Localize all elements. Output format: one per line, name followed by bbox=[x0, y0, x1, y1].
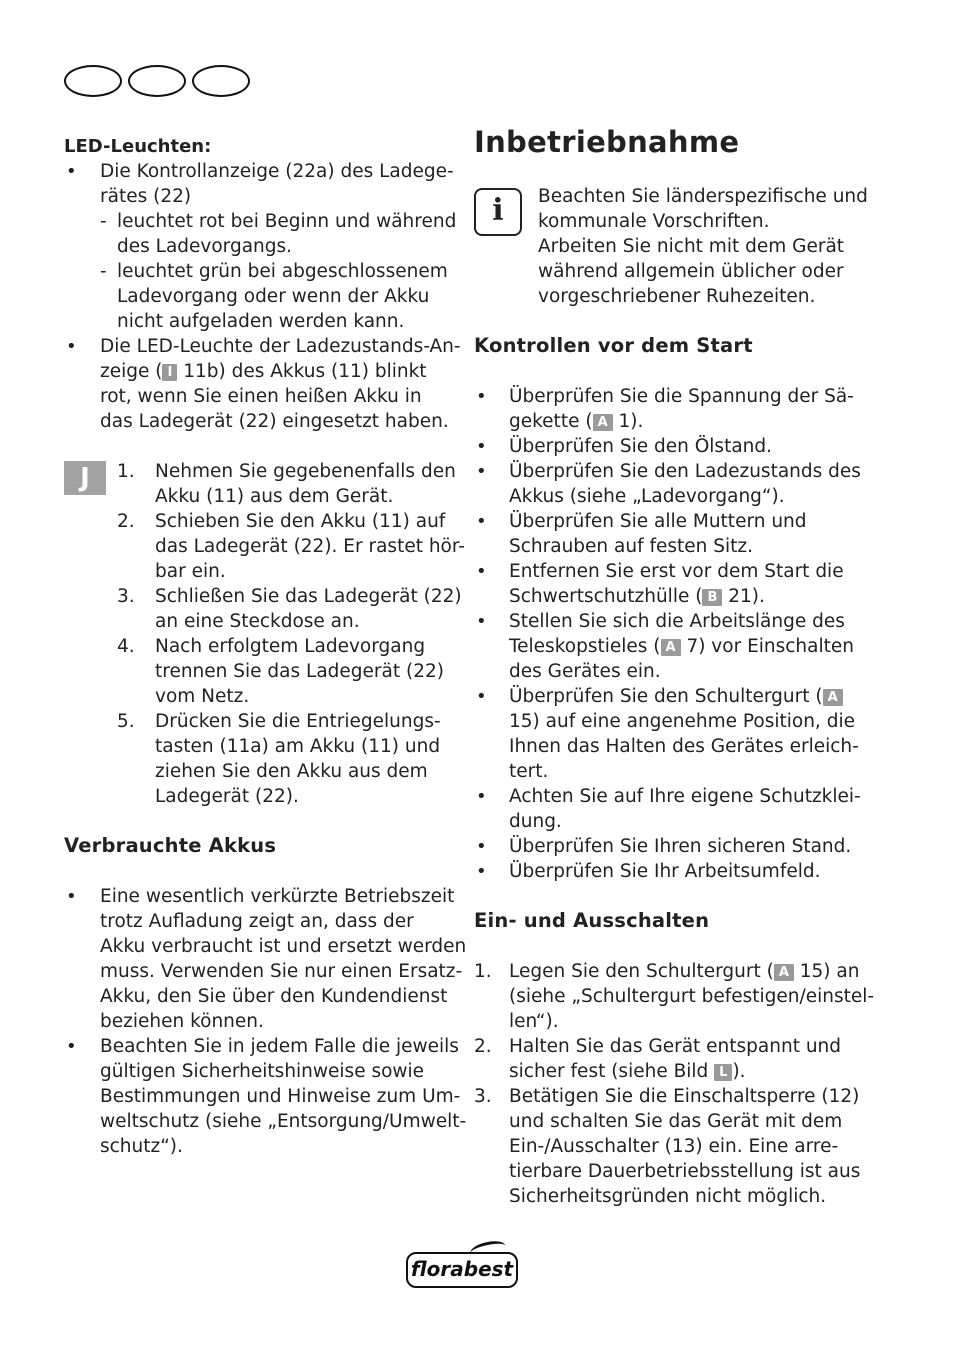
text-line: Akku (11) aus dem Gerät. bbox=[155, 486, 394, 507]
text-line: Schrauben auf festen Sitz. bbox=[509, 536, 753, 557]
bullet: • bbox=[476, 561, 487, 582]
text-line bbox=[509, 634, 854, 659]
text-line: Schließen Sie das Ladegerät (22) bbox=[155, 586, 462, 607]
bullet: • bbox=[66, 161, 77, 182]
led-heading: LED-Leuchten: bbox=[64, 136, 212, 157]
text-line: Ihnen das Halten des Gerätes erleich- bbox=[509, 736, 859, 757]
text-line bbox=[509, 1059, 746, 1084]
used-batteries-heading: Verbrauchte Akkus bbox=[64, 834, 277, 857]
text-line: leuchtet rot bei Beginn und während bbox=[117, 211, 457, 232]
text-line: Beachten Sie in jedem Falle die jeweils bbox=[100, 1036, 459, 1057]
text-line: Überprüfen Sie Ihren sicheren Stand. bbox=[509, 836, 852, 857]
text-line: Überprüfen Sie den Ladezustands des bbox=[509, 461, 861, 482]
text-line: rot, wenn Sie einen heißen Akku in bbox=[100, 386, 422, 407]
text-line: vorgeschriebener Ruhezeiten. bbox=[538, 286, 816, 307]
text-line: Die Kontrollanzeige (22a) des Ladege- bbox=[100, 161, 454, 182]
text-line: trennen Sie das Ladegerät (22) bbox=[155, 661, 444, 682]
language-ovals bbox=[64, 65, 254, 99]
text-line: Halten Sie das Gerät entspannt und bbox=[509, 1036, 842, 1057]
text-line bbox=[100, 359, 427, 384]
text-span: gekette ( bbox=[509, 411, 593, 432]
text-line: und schalten Sie das Gerät mit dem bbox=[509, 1111, 843, 1132]
on-off-heading: Ein- und Ausschalten bbox=[474, 909, 710, 932]
text-line bbox=[509, 959, 859, 984]
text-line: beziehen können. bbox=[100, 1011, 264, 1032]
figure-badge: L bbox=[714, 1064, 732, 1081]
step-number: 2. bbox=[474, 1036, 492, 1057]
text-line: leuchtet grün bei abgeschlossenem bbox=[117, 261, 448, 282]
info-icon: i bbox=[474, 188, 522, 236]
figure-badge: A bbox=[593, 414, 613, 431]
language-oval bbox=[192, 65, 250, 97]
text-span: 7) vor Einschalten bbox=[680, 636, 854, 657]
dash: - bbox=[100, 211, 107, 232]
text-line: dung. bbox=[509, 811, 562, 832]
text-line: Akku verbraucht ist und ersetzt werden bbox=[100, 936, 467, 957]
step-number: 3. bbox=[117, 586, 135, 607]
text-line: gültigen Sicherheitshinweise sowie bbox=[100, 1061, 425, 1082]
text-line: Beachten Sie länderspezifische und bbox=[538, 186, 868, 207]
text-line: Nehmen Sie gegebenenfalls den bbox=[155, 461, 456, 482]
step-number: 5. bbox=[117, 711, 135, 732]
checks-heading: Kontrollen vor dem Start bbox=[474, 334, 753, 357]
bullet: • bbox=[66, 336, 77, 357]
text-line: len“). bbox=[509, 1011, 559, 1032]
text-line: rätes (22) bbox=[100, 186, 192, 207]
text-line: Ladevorgang oder wenn der Akku bbox=[117, 286, 430, 307]
text-line: Akkus (siehe „Ladevorgang“). bbox=[509, 486, 785, 507]
text-span: Schwertschutzhülle ( bbox=[509, 586, 703, 607]
text-line: tasten (11a) am Akku (11) und bbox=[155, 736, 441, 757]
text-line: schutz“). bbox=[100, 1136, 183, 1157]
text-line: Bestimmungen und Hinweise zum Um- bbox=[100, 1086, 461, 1107]
text-span: sicher fest (siehe Bild bbox=[509, 1061, 715, 1082]
section-badge: J bbox=[64, 461, 106, 495]
text-line: Betätigen Sie die Einschaltsperre (12) bbox=[509, 1086, 860, 1107]
text-line: 15) auf eine angenehme Position, die bbox=[509, 711, 855, 732]
language-oval bbox=[64, 65, 122, 97]
text-line: Überprüfen Sie die Spannung der Sä- bbox=[509, 386, 854, 407]
step-number: 1. bbox=[117, 461, 135, 482]
text-line: das Ladegerät (22). Er rastet hör- bbox=[155, 536, 465, 557]
text-line: tert. bbox=[509, 761, 549, 782]
text-line: Die LED-Leuchte der Ladezustands-An- bbox=[100, 336, 461, 357]
text-line bbox=[509, 684, 843, 709]
text-line: an eine Steckdose an. bbox=[155, 611, 360, 632]
brand-logo: florabest bbox=[406, 1252, 518, 1288]
figure-badge: B bbox=[702, 589, 722, 606]
text-line: weltschutz (siehe „Entsorgung/Umwelt- bbox=[100, 1111, 467, 1132]
text-line: Eine wesentlich verkürzte Betriebszeit bbox=[100, 886, 455, 907]
bullet: • bbox=[476, 386, 487, 407]
text-line: tierbare Dauerbetriebsstellung ist aus bbox=[509, 1161, 861, 1182]
language-oval bbox=[128, 65, 186, 97]
text-line: Nach erfolgtem Ladevorgang bbox=[155, 636, 426, 657]
text-line: Arbeiten Sie nicht mit dem Gerät bbox=[538, 236, 845, 257]
text-line: das Ladegerät (22) eingesetzt haben. bbox=[100, 411, 449, 432]
text-line: Stellen Sie sich die Arbeitslänge des bbox=[509, 611, 845, 632]
figure-badge: A bbox=[774, 964, 794, 981]
bullet: • bbox=[476, 461, 487, 482]
figure-badge: A bbox=[661, 639, 681, 656]
bullet: • bbox=[476, 511, 487, 532]
text-line: Überprüfen Sie Ihr Arbeitsumfeld. bbox=[509, 861, 821, 882]
text-span: 15) an bbox=[793, 961, 860, 982]
text-line: Entfernen Sie erst vor dem Start die bbox=[509, 561, 844, 582]
text-line: Überprüfen Sie alle Muttern und bbox=[509, 511, 807, 532]
bullet: • bbox=[476, 611, 487, 632]
text-span: Teleskopstieles ( bbox=[509, 636, 661, 657]
text-line: Sicherheitsgründen nicht möglich. bbox=[509, 1186, 827, 1207]
text-line: des Gerätes ein. bbox=[509, 661, 661, 682]
step-number: 2. bbox=[117, 511, 135, 532]
text-line bbox=[509, 584, 765, 609]
figure-badge: A bbox=[823, 689, 843, 706]
bullet: • bbox=[66, 886, 77, 907]
text-line: kommunale Vorschriften. bbox=[538, 211, 770, 232]
bullet: • bbox=[476, 786, 487, 807]
text-line: während allgemein üblicher oder bbox=[538, 261, 844, 282]
text-line: trotz Aufladung zeigt an, dass der bbox=[100, 911, 414, 932]
text-span: zeige ( bbox=[100, 361, 163, 382]
step-number: 4. bbox=[117, 636, 135, 657]
bullet: • bbox=[476, 686, 487, 707]
figure-badge: I bbox=[162, 364, 177, 381]
step-number: 3. bbox=[474, 1086, 492, 1107]
text-line: (siehe „Schultergurt befestigen/einstel- bbox=[509, 986, 875, 1007]
bullet: • bbox=[476, 861, 487, 882]
text-line: Akku, den Sie über den Kundendienst bbox=[100, 986, 448, 1007]
text-line: nicht aufgeladen werden kann. bbox=[117, 311, 405, 332]
text-span: 1). bbox=[612, 411, 644, 432]
text-span: 21). bbox=[722, 586, 765, 607]
text-span: Überprüfen Sie den Schultergurt ( bbox=[509, 686, 823, 707]
text-line: Achten Sie auf Ihre eigene Schutzklei- bbox=[509, 786, 861, 807]
bullet: • bbox=[476, 836, 487, 857]
text-line bbox=[509, 409, 643, 434]
text-line: Ladegerät (22). bbox=[155, 786, 299, 807]
dash: - bbox=[100, 261, 107, 282]
text-span: ). bbox=[732, 1061, 746, 1082]
text-span: Legen Sie den Schultergurt ( bbox=[509, 961, 774, 982]
step-number: 1. bbox=[474, 961, 492, 982]
text-line: Ein-/Ausschalter (13) ein. Eine arre- bbox=[509, 1136, 839, 1157]
text-line: des Ladevorgangs. bbox=[117, 236, 293, 257]
text-span: 11b) des Akkus (11) blinkt bbox=[177, 361, 427, 382]
text-line: ziehen Sie den Akku aus dem bbox=[155, 761, 428, 782]
bullet: • bbox=[66, 1036, 77, 1057]
bullet: • bbox=[476, 436, 487, 457]
text-line: vom Netz. bbox=[155, 686, 250, 707]
text-line: Überprüfen Sie den Ölstand. bbox=[509, 436, 773, 457]
text-line: Schieben Sie den Akku (11) auf bbox=[155, 511, 446, 532]
text-line: bar ein. bbox=[155, 561, 226, 582]
text-line: Drücken Sie die Entriegelungs- bbox=[155, 711, 441, 732]
page-title: Inbetriebnahme bbox=[474, 125, 740, 159]
text-line: muss. Verwenden Sie nur einen Ersatz- bbox=[100, 961, 463, 982]
